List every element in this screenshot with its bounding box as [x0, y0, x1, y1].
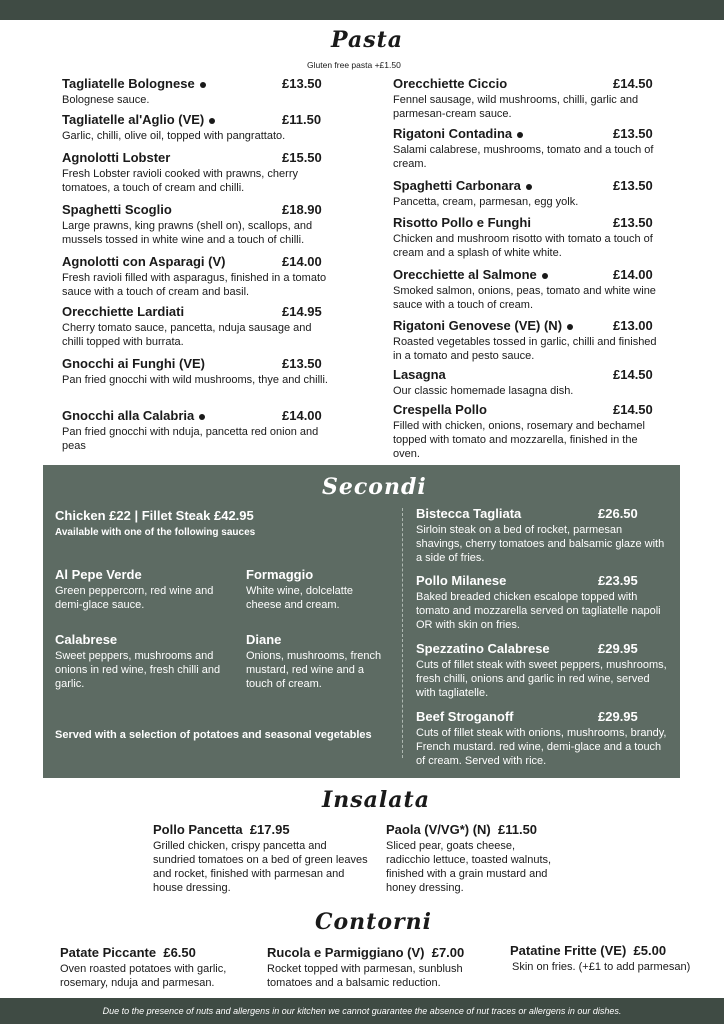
item-desc: Pan fried gnocchi with wild mushrooms, thye and chilli.	[62, 374, 328, 386]
item-name: Pollo Milanese	[416, 573, 507, 588]
item-desc: Filled with chicken, onions, rosemary and bechamel topped with tomato and mozzarella, finished in the oven.	[393, 420, 645, 460]
item-name: Pollo Pancetta	[153, 822, 243, 837]
item-name: Tagliatelle Bolognese	[62, 76, 195, 91]
contorni-item	[267, 945, 492, 990]
item-name: Orecchiette al Salmone	[393, 267, 537, 282]
item-desc: Roasted vegetables tossed in garlic, chilli and finished in a tomato and pesto sauce.	[393, 336, 657, 362]
contorni-item	[60, 945, 260, 990]
item-price: £18.90	[282, 202, 322, 217]
secondi-headline	[55, 508, 385, 540]
item-price: £14.50	[613, 367, 653, 382]
pasta-title: Pasta	[331, 27, 404, 53]
dot-marker-icon	[209, 118, 215, 124]
item-desc: Cuts of fillet steak with onions, mushrooms, brandy, French mustard. red wine, demi-glace and a touch of cream. Served with rice.	[416, 727, 667, 767]
menu-item	[393, 318, 665, 363]
item-name: Crespella Pollo	[393, 402, 487, 417]
dot-marker-icon	[542, 273, 548, 279]
dot-marker-icon	[517, 132, 523, 138]
item-desc: Sliced pear, goats cheese, radicchio lettuce, toasted walnuts, finished with a grain mustard and honey dressing.	[386, 840, 552, 894]
sauce-name: Al Pepe Verde	[55, 567, 142, 582]
item-desc: Our classic homemade lasagna dish.	[393, 385, 574, 397]
gluten-free-note: Gluten free pasta +£1.50	[307, 60, 401, 70]
item-name: Risotto Pollo e Funghi	[393, 215, 531, 230]
item-price: £6.50	[163, 945, 196, 960]
item-desc: Chicken and mushroom risotto with tomato a touch of cream and a splash of white white.	[393, 233, 653, 259]
item-name: Gnocchi ai Funghi (VE)	[62, 356, 205, 371]
dot-marker-icon	[526, 184, 532, 190]
contorni-item	[510, 943, 695, 974]
item-desc: Sirloin steak on a bed of rocket, parmesan shavings, cherry tomatoes and balsamic glaze with a side of fries.	[416, 524, 665, 564]
sauce-item	[55, 632, 235, 691]
menu-item	[416, 573, 668, 632]
sauce-item	[246, 632, 388, 691]
top-band	[0, 0, 724, 20]
menu-item	[416, 641, 668, 700]
item-name: Gnocchi alla Calabria	[62, 408, 195, 423]
menu-item	[416, 506, 668, 565]
item-price: £13.50	[613, 178, 653, 193]
item-name: Orecchiette Lardiati	[62, 304, 185, 319]
item-desc: Fennel sausage, wild mushrooms, chilli, garlic and parmesan-cream sauce.	[393, 94, 639, 120]
item-desc: Large prawns, king prawns (shell on), scallops, and mussels tossed in white wine and a touch of chilli.	[62, 220, 313, 246]
item-price: £13.50	[613, 126, 653, 141]
menu-item	[393, 178, 665, 209]
item-price: £11.50	[282, 112, 322, 127]
item-name: Paola (V/VG*) (N)	[386, 822, 491, 837]
sauce-item	[246, 567, 376, 612]
sauce-name: Calabrese	[55, 632, 118, 647]
item-name: Orecchiette Ciccio	[393, 76, 508, 91]
item-name: Agnolotti con Asparagi (V)	[62, 254, 226, 269]
sauce-name: Diane	[246, 632, 282, 647]
menu-item	[62, 202, 332, 247]
item-name: Agnolotti Lobster	[62, 150, 171, 165]
sauce-desc: Sweet peppers, mushrooms and onions in red wine, fresh chilli and garlic.	[55, 650, 221, 690]
item-name: Rigatoni Genovese (VE) (N)	[393, 318, 563, 333]
menu-item	[393, 267, 665, 312]
served-note: Served with a selection of potatoes and seasonal vegetables	[55, 729, 372, 741]
item-price: £14.50	[613, 402, 653, 417]
sauce-desc: White wine, dolcelatte cheese and cream.	[246, 585, 353, 611]
dot-marker-icon	[199, 414, 205, 420]
item-desc: Fresh ravioli filled with asparagus, finished in a tomato sauce with a touch of cream and basil.	[62, 272, 327, 298]
sauce-item	[55, 567, 235, 612]
item-name: Rigatoni Contadina	[393, 126, 513, 141]
item-price: £13.50	[282, 76, 322, 91]
item-desc: Oven roasted potatoes with garlic, rosemary, nduja and parmesan.	[60, 963, 227, 989]
menu-item	[393, 76, 665, 121]
item-price: £5.00	[633, 943, 667, 958]
sauce-name: Formaggio	[246, 567, 314, 582]
menu-item	[416, 709, 668, 768]
menu-item	[62, 150, 332, 195]
item-name: Patate Piccante	[60, 945, 157, 960]
item-desc: Cherry tomato sauce, pancetta, nduja sausage and chilli topped with burrata.	[62, 322, 312, 348]
item-name: Lasagna	[393, 367, 446, 382]
secondi-subline: Available with one of the following sauces	[55, 527, 256, 538]
menu-item	[62, 254, 332, 299]
menu-item	[62, 408, 332, 453]
allergen-footer: Due to the presence of nuts and allergens in our kitchen we cannot guarantee the absence of nut traces or allergens in our dishes.	[0, 998, 724, 1024]
item-desc: Salami calabrese, mushrooms, tomato and a touch of cream.	[393, 144, 654, 170]
item-price: £17.95	[249, 822, 290, 837]
menu-item	[393, 402, 665, 461]
item-desc: Bolognese sauce.	[62, 94, 150, 106]
item-price: £29.95	[598, 641, 638, 656]
item-price: £13.00	[613, 318, 653, 333]
item-desc: Grilled chicken, crispy pancetta and sundried tomatoes on a bed of green leaves and rocket, finished with parmesan and house dressing.	[153, 840, 368, 894]
secondi-title: Secondi	[322, 474, 427, 500]
item-name: Bistecca Tagliata	[416, 506, 522, 521]
item-desc: Pan fried gnocchi with nduja, pancetta red onion and peas	[62, 426, 319, 452]
item-price: £14.50	[613, 76, 653, 91]
item-desc: Cuts of fillet steak with sweet peppers, mushrooms, fresh chilli, onions and garlic in red wine, served with tagliatelle.	[416, 659, 667, 699]
item-price: £29.95	[598, 709, 638, 724]
item-desc: Fresh Lobster ravioli cooked with prawns, cherry tomatoes, a touch of cream and chilli.	[62, 168, 298, 194]
item-desc: Pancetta, cream, parmesan, egg yolk.	[393, 196, 579, 208]
menu-item	[393, 367, 665, 398]
menu-item	[393, 215, 665, 260]
menu-item	[62, 304, 332, 349]
item-price: £14.95	[282, 304, 322, 319]
item-desc: Baked breaded chicken escalope topped with tomato and mozzarella served on tagliatelle napoli OR with skin on fries.	[416, 591, 661, 631]
item-price: £14.00	[282, 254, 322, 269]
item-price: £13.50	[282, 356, 322, 371]
item-price: £7.00	[431, 945, 465, 960]
item-price: £13.50	[613, 215, 653, 230]
item-name: Rucola e Parmiggiano (V)	[267, 945, 425, 960]
item-name: Spaghetti Carbonara	[393, 178, 521, 193]
secondi-divider	[402, 508, 403, 758]
item-name: Beef Stroganoff	[416, 709, 514, 724]
sauce-desc: Onions, mushrooms, french mustard, red wine and a touch of cream.	[246, 650, 382, 690]
menu-item	[393, 126, 665, 171]
item-price: £11.50	[497, 822, 538, 837]
menu-item	[62, 76, 332, 107]
insalata-title: Insalata	[322, 787, 430, 813]
menu-item	[62, 356, 332, 387]
contorni-title: Contorni	[315, 909, 432, 935]
item-desc: Smoked salmon, onions, peas, tomato and white wine sauce with a touch of cream.	[393, 285, 656, 311]
item-price: £14.00	[282, 408, 322, 423]
item-desc: Rocket topped with parmesan, sunblush tomatoes and a balsamic reduction.	[267, 963, 463, 989]
secondi-headline-text: Chicken £22 | Fillet Steak £42.95	[55, 508, 254, 523]
item-name: Spezzatino Calabrese	[416, 641, 550, 656]
item-desc: Skin on fries. (+£1 to add parmesan)	[512, 961, 691, 973]
sauce-desc: Green peppercorn, red wine and demi-glace sauce.	[55, 585, 214, 611]
dot-marker-icon	[567, 324, 573, 330]
item-price: £23.95	[598, 573, 638, 588]
item-desc: Garlic, chilli, olive oil, topped with pangrattato.	[62, 130, 286, 142]
item-price: £15.50	[282, 150, 322, 165]
item-name: Patatine Fritte (VE)	[510, 943, 627, 958]
item-name: Spaghetti Scoglio	[62, 202, 172, 217]
insalata-item	[153, 822, 368, 895]
item-name: Tagliatelle al'Aglio (VE)	[62, 112, 205, 127]
item-price: £26.50	[598, 506, 638, 521]
item-price: £14.00	[613, 267, 653, 282]
insalata-item	[386, 822, 561, 895]
menu-item	[62, 112, 332, 143]
dot-marker-icon	[200, 82, 206, 88]
